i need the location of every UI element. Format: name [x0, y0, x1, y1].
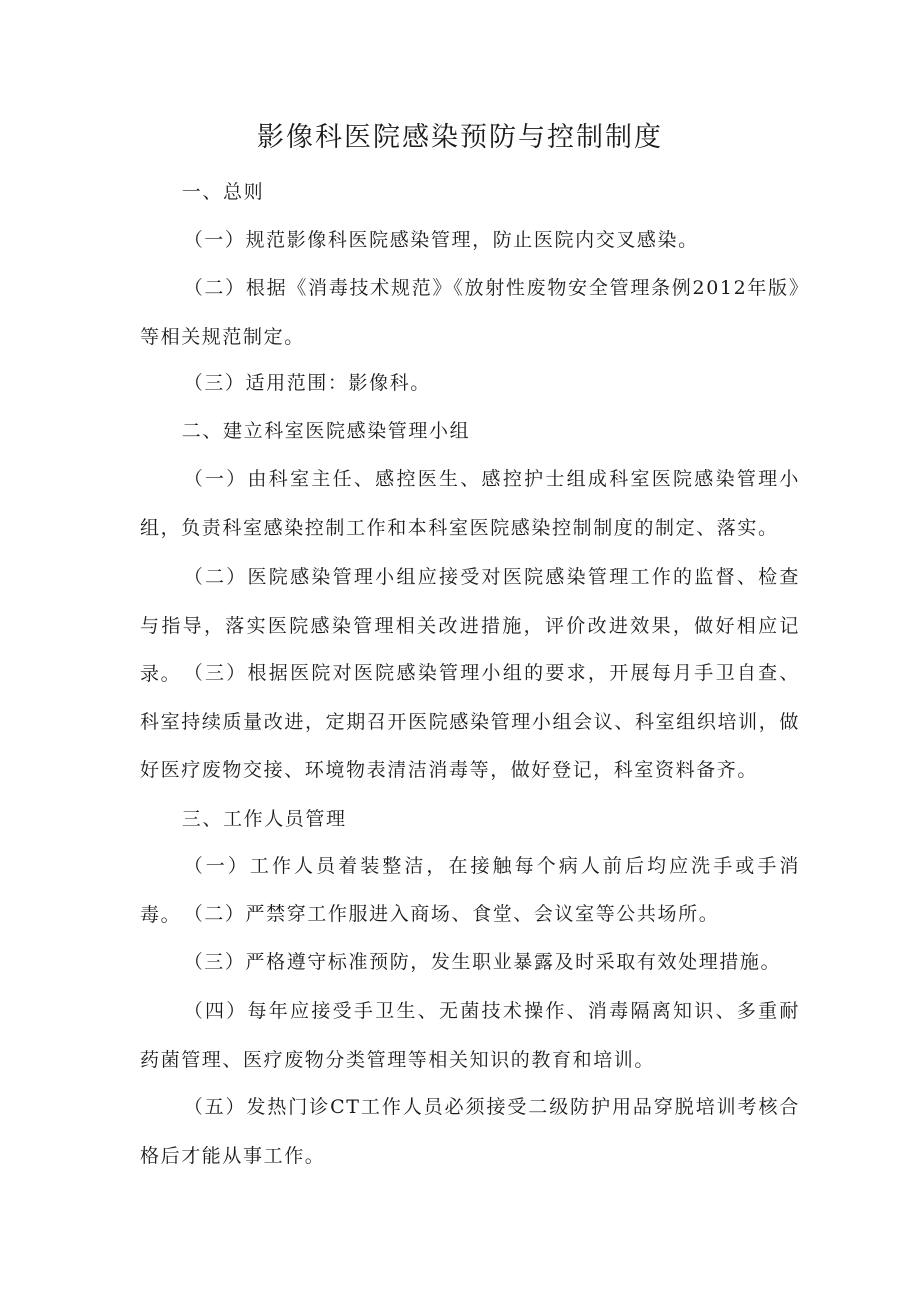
paragraph: （四）每年应接受手卫生、无菌技术操作、消毒隔离知识、多重耐药菌管理、医疗废物分类管理等相关知识的教育和培训。	[140, 1000, 800, 1071]
paragraph: （五）发热门诊CT工作人员必须接受二级防护用品穿脱培训考核合格后才能从事工作。	[140, 1096, 800, 1167]
section-heading-infection-group: 二、建立科室医院感染管理小组	[181, 420, 471, 442]
paragraph: （二）根据《消毒技术规范》《放射性废物安全管理条例2012年版》等相关规范制定。	[140, 277, 800, 348]
paragraph: （二）医院感染管理小组应接受对医院感染管理工作的监督、检查与指导，落实医院感染管理相关改进措施，评价改进效果，做好相应记录。	[140, 566, 800, 685]
paragraph: （三）严格遵守标准预防，发生职业暴露及时采取有效处理措施。	[183, 951, 782, 973]
document-title: 影像科医院感染预防与控制制度	[257, 122, 663, 153]
paragraph: （一）由科室主任、感控医生、感控护士组成科室医院感染管理小组，负责科室感染控制工作和本科室医院感染控制制度的制定、落实。	[140, 468, 800, 539]
paragraph: （一）工作人员着装整洁，在接触每个病人前后均应洗手或手消毒。	[140, 855, 800, 926]
section-heading-general: 一、总则	[181, 181, 265, 203]
section-heading-staff: 三、工作人员管理	[181, 808, 347, 830]
paragraph: （三）根据医院对医院感染管理小组的要求，开展每月手卫自查、科室持续质量改进，定期召开医院感染管理小组会议、科室组织培训，做好医疗废物交接、环境物表清洁消毒等，做好登记，科室资料备齐。	[140, 662, 800, 781]
paragraph: （三）适用范围：影像科。	[183, 372, 431, 394]
paragraph: （一）规范影像科医院感染管理，防止医院内交叉感染。	[183, 229, 699, 251]
paragraph: （二）严禁穿工作服进入商场、食堂、会议室等公共场所。	[183, 903, 720, 925]
